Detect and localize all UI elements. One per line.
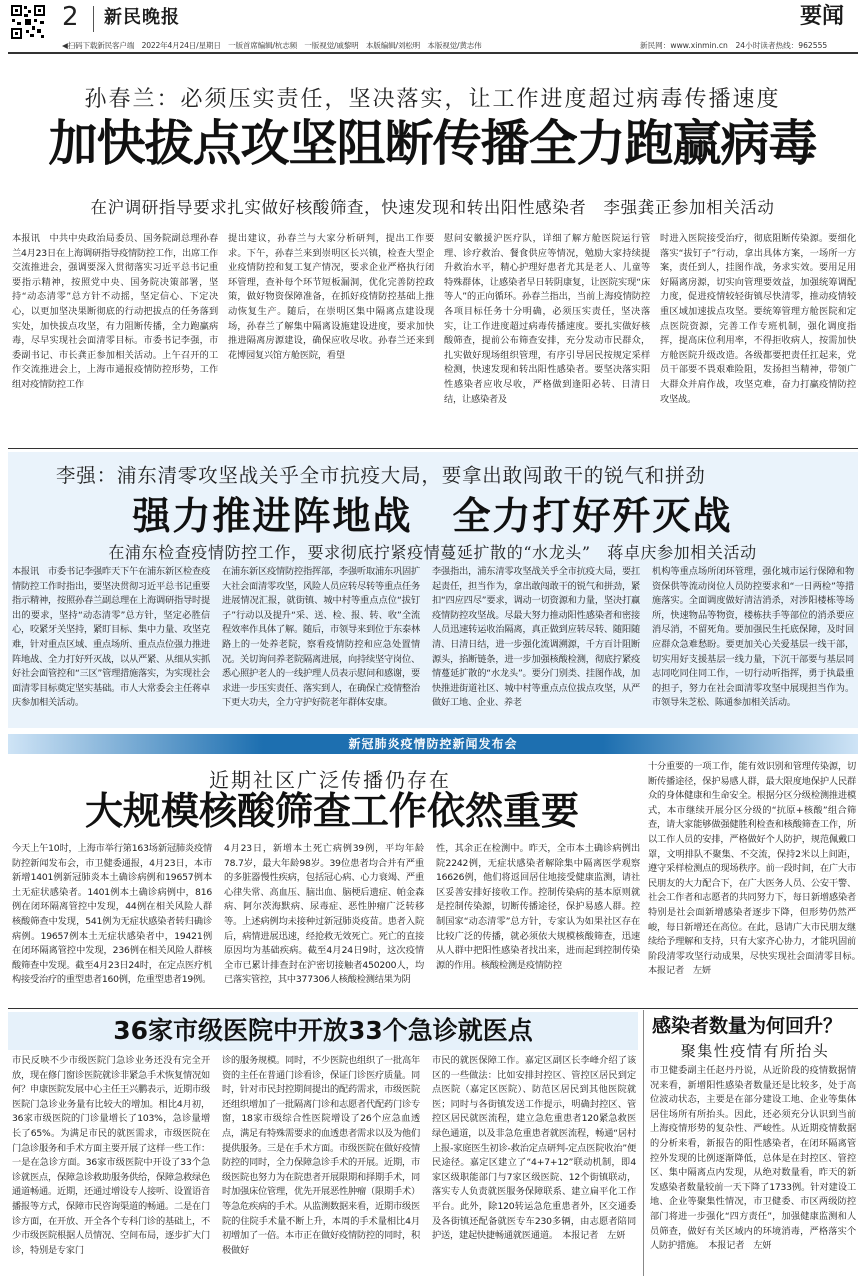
story2-column-4: 机构等重点场所闭环管理，强化城市运行保障和物资保供等流动岗位人员防控要求和“一日两检”等措施落实。全面调度做好清洁消杀，对涉阳楼栋等场所，快速物品等物资，楼栋扶手等部位的消杀要应消尽消，不留死角。要加强民生托底保障，及时回应群众急难愁盼。要更加关心关爱基层一线干部，切实用好支援基层一线力量，下沉干部要与基层同志同吃同住同工作，一切行动听指挥，勇于执最重的担子，努力在社会面清零攻坚中展现担当作为。市领导朱芝松、陈通参加相关活动。: [652, 566, 854, 709]
story1-column-1: 本报讯 中共中央政治局委员、国务院副总理孙春兰4月23日在上海调研指导疫情防控工作，出席工作交流推进会，强调要深入贯彻落实习近平总书记重要指示精神，按照党中央、国务院决策部署，坚持“动态清零”总方针不动摇，坚定信心、下定决心，以更加坚决果断彻底的行动把拔点的任务落到实处，加快拔点攻坚，有力阻断传播，全力跑赢病毒，尽早实现社会面清零目标。市委书记李强，市委副书记、市长龚正参加相关活动。上午召开的工作交流推进会上，上海市通报疫情防控形势，工作组对疫情防控工作: [12, 233, 218, 390]
story3-kicker: 近期社区广泛传播仍存在: [209, 768, 451, 792]
page-number: 2: [62, 2, 79, 32]
story2-subhead: 在浦东检查疫情防控工作，要求彻底拧紧疫情蔓延扩散的“水龙头” 蒋卓庆参加相关活动: [108, 543, 757, 562]
section-label: 要闻: [800, 4, 845, 29]
story4-column-1: 市民反映不少市级医院门急诊业务还没有完全开放，现在修门窗诊医院就诊非紧急手术恢复情况如何？申康医院发展中心主任王兴鹏表示，近期市级医院门急诊业务量有比较大的增加。相比4月初，36家市级医院的门诊量增长了103%，急诊量增长了65%。为满足市民的就医需求，市级医院在门急诊服务和手术方面主要开展了这样一些工作：一是在急诊方面。36家市级医院中开设了33个急诊就医点，保障急诊救助服务供给，保障急救绿色通道畅通。近期，还通过增设专人接听、设置语音播报等方式，保障市民咨询渠道的畅通。二是在门诊方面，在开放、开全各个专科门诊的基础上，不少市级医院根据人员情况、空间布局，逐步扩大门诊，特别是专家门: [12, 1055, 210, 1256]
story4-column-2: 诊的服务规模。同时，不少医院也组织了一批高年资的主任在普通门诊看诊，保证门诊医疗质量。同时，针对市民封控期间提出的配药需求，市级医院还组织增加了一批隔离门诊和志愿者代配药门诊专窗，18家市级综合性医院增设了26个应急血透点，满足有特殊需要求的血透患者需求以及为他们提供服务。三是在手术方面。市级医院在做好疫情防控的同时，全力保障急诊手术的开展。近期，市级医院也努力为在院患者开展限期和择期手术，同时加强床位管理，优先开展恶性肿瘤（限期手术）等急危疾病的手术。从监测数据来看，近期市级医院的住院手术量不断上升，本周的手术量相比4月初增加了一倍。本市正在做好疫情防控的同时，积极做好: [222, 1055, 420, 1256]
header-meta-left: ◀扫码下载新民客户端 2022年4月24日/星期日 一版首席编辑/杭志频 一版视觉/戚黎明 本版编辑/刘松明 本版视觉/黄志伟: [62, 41, 482, 50]
paper-name: 新民晚报: [104, 7, 180, 28]
story1-column-3: 慰问安徽援沪医疗队，详细了解方舱医院运行管理、诊疗救治、餐食供应等情况，勉励大家持续提升救治水平，精心护理好患者尤其是老人、儿童等特殊群体，让感染者早日转阴康复，让医院实现“床等人”的正向循环。孙春兰指出，当前上海疫情防控各项目标任务十分明确，必须压实责任，坚决落实，让工作进度超过病毒传播速度。要扎实做好核酸筛查，提前公布筛查安排，充分发动市民群众，扎实做好现场组织管理，有序引导居民按规定采样检测，快速发现和转出阳性感染者。要坚决落实阳性感染者应收尽收，严格做到逢阳必转、日清日结，让感染者及: [444, 233, 650, 405]
story2-column-2: 在浦东新区疫情防控指挥部，李强听取浦东巩固扩大社会面清零攻坚，风险人员应转尽转等重点任务进展情况汇报，就街镇、城中村等重点点位“拔钉子”行动以及提升“采、送、检、报、转、收”全流程效率作具体了解。随后，市领导来到位于东泰林路上的一处养老院，察看疫情防控和应急处置情况。关切询问养老院隔离进展，向持续坚守岗位、悉心照护老人的一线护理人员表示慰问和感谢，要求进一步压实责任、落实到人，在确保亡疫情整治下更大功夫，全力守护好院老年群体安康。: [222, 566, 420, 709]
story3-headline: 大规模核酸筛查工作依然重要: [84, 788, 579, 833]
story3-column-4: 十分重要的一项工作，能有效识别和管理传染源，切断传播途径，保护易感人群，最大限度地保护人民群众的身体健康和生命安全。根据分区分级检测推进模式，本市继续开展分区分级的“抗原+核酸”组合筛查，请大家能够做强健胜利检查和核酸筛查工作，所以工作人员的安排，严格做好个人防护，规范佩戴口罩，文明排队不聚集、不交流，保持2米以上间距，遵守采样检测点的现场秩序。前一段时间，在广大市民朋友的大力配合下，在广大医务人员、公安干警、社会工作者和志愿者的共同努力下，每日新增感染者特别是社会面新增感染者逐步下降，但形势仍然严峻，每日新增还在高位。在此，恳请广大市民朋友继续给予理解和支持，只有大家齐心协力，才能巩固前阶段清零攻坚行动成果，尽快实现社会面清零目标。 本报记者 左妍: [648, 761, 865, 977]
story2-column-3: 李强指出，浦东清零攻坚战关乎全市抗疫大局，要扛起责任，担当作为，拿出敢闯敢干的锐气和拼劲，紧扣“四应四尽”要求，调动一切资源和力量，坚决打赢疫情防控攻坚战。尽最大努力推动阳性感染者和密接人员迅速转运收治隔离，真正做到应转尽转、随阳随清、日清日结，进一步强化流调溯源，千方百计阻断源头，掐断链条，进一步加强核酸检测，彻底拧紧疫情蔓延扩散的“水龙头”。要分门别类、挂图作战，加快推进街道社区、城中村等重点点位拔点攻坚，从严做好工地、企业、养老: [432, 566, 640, 709]
story1-column-2: 提出建议，孙春兰与大家分析研判，提出工作要求。下午，孙春兰来到崇明区长兴镇，检查大型企业疫情防控和复工复产情况，要求企业严格执行闭环管理，查补每个环节短板漏洞，优化完善防控政策，做好物资保障准备，在抓好疫情防控基础上推动恢复生产。随后，在崇明区集中隔离点建设现场，孙春兰了解集中隔离设施建设进度，要求加快推进隔离房源建设，确保应收尽收。孙春兰还来到花博园复兴馆方舱医院，看望: [228, 233, 434, 361]
header-rule: [8, 52, 858, 54]
header-meta-right: 新民网：www.xinmin.cn 24小时读者热线：962555: [640, 41, 828, 50]
story3-column-1: 今天上午10时，上海市举行第163场新冠肺炎疫情防控新闻发布会，市卫健委通报，4月23日，本市新增1401例新冠肺炎本土确诊病例和19657例本土无症状感染者。1401例本土确诊病例中，816例在闭环隔离管控中发现，44例在相关风险人群核酸筛查中发现，541例为无症状感染者转归确诊病例。19657例本土无症状感染者中，19421例在闭环隔离管控中发现，236例在相关风险人群核酸筛查中发现。截至4月23日24时，在定点医疗机构接受治疗的重型患者160例，危重型患者19例。: [12, 843, 212, 986]
story5-headline: 感染者数量为何回升？: [652, 1015, 843, 1037]
story3-column-3: 性，其余正在检测中。昨天，全市本土确诊病例出院2242例，无症状感染者解除集中隔离医学观察16626例，他们将返回居住地接受健康监测，请社区妥善安排好接收工作。控制传染病的基本原则就是控制传染源，切断传播途径，保护易感人群。控制国家“动态清零”总方针，专家认为如果社区存在比较广泛的传播，就必须依大规模核酸筛查，迅速从人群中把阳性感染者找出来，进而起到控制传染源的作用。核酸检测是疫情防控: [436, 843, 640, 971]
story-divider: [8, 448, 858, 449]
story3-column-2: 4月23日，新增本土死亡病例39例，平均年龄78.7岁，最大年龄98岁。39位患者均合并有严重的多脏器慢性疾病，包括冠心病、心力衰竭、严重心律失常、高血压、脑出血、脑梗后遗症、帕金森病、阿尔茨海默病、尿毒症、恶性肿瘤广泛转移等。上述病例均未接种过新冠肺炎疫苗。患者入院后，病情进展迅速，经抢救无效死亡。死亡的直接原因均为基础疾病。截至4月24日9时，这次疫情全市已累计排查封在沪密切接触者450200人，均已落实管控，其中377306人核酸检测结果为阴: [224, 843, 424, 986]
story1-kicker: 孙春兰：必须压实责任，坚决落实，让工作进度超过病毒传播速度: [84, 87, 781, 112]
story1-subhead: 在沪调研指导要求扎实做好核酸筛查，快速发现和转出阳性感染者 李强龚正参加相关活动: [90, 198, 775, 217]
story2-column-1: 本报讯 市委书记李强昨天下午在浦东新区检查疫情防控工作时指出，要坚决贯彻习近平总书记重要指示精神，按照孙春兰副总理在上海调研指导时提出的要求，坚持“动态清零”总方针，坚定必胜信心，咬紧牙关坚持，紧盯目标、集中力量、攻坚克难，针对重点区域、重点场所、重点点位强力推进阵地战、全力打好歼灭战，以从严紧、从细从实抓好社会面管控和“三区”管理措施落实，为实现社会面清零目标奠定坚实基础。市人大常委会主任蒋卓庆参加相关活动。: [12, 566, 210, 709]
story4-column-3: 市民的就医保障工作。嘉定区副区长李峰介绍了该区的一些做法：比如安排封控区、管控区居民到定点医院（嘉定区医院）、防范区居民到其他医院就医；同时与各街镇发送工作提示，明确封控区、管控区居民就医流程，建立急危重患者120紧急救医绿色通道，以及非急危重患者就医流程，畅通“居村上报-家庭医生初诊-救治定点研判-定点医院收治”便民途径。嘉定区建立了“4+7+12”联动机制，即4家区级职能部门与7家区级医院、12个街镇联动，落实专人负责就医服务保障联系、建立扁平化工作平台。此外，除120转运急危重患者外，区交通委及各街镇还配备就医专车230多辆，由志愿者陪同护送，建起快捷畅通就医通道。 本报记者 左妍: [432, 1055, 636, 1242]
press-conference-banner: [8, 734, 858, 754]
story5-subhead: 聚集性疫情有所抬头: [680, 1042, 830, 1060]
story5-body: 市卫健委副主任赵丹丹说，从近阶段的疫情数据情况来看，新增阳性感染者数量还是比较多，处于高位波动状态，主要是在部分建设工地、企业等集体居住场所有所抬头。因此，还必须充分认识到当前上海疫情形势的复杂性、严峻性。从近期疫情数据的分析来看，新报告的阳性感染者，在闭环隔离管控外发现的比例逐渐降低，总体是在封控区、管控区、集中隔离点内发现，从绝对数量看，昨天的新发感染者数量较前一天下降了1733例。针对建设工地、企业等聚集性情况，市卫健委、市区两级防控部门将进一步强化“四方责任”，加强健康监测和人员筛查，做好有关区域内的环境消毒，严格落实个人防护措施。 本报记者 左妍: [650, 1065, 856, 1252]
story-divider: [8, 1008, 858, 1009]
story5-divider: [643, 1010, 644, 1276]
qr-code-icon[interactable]: [10, 4, 46, 40]
story2-headline: 强力推进阵地战 全力打好歼灭战: [132, 494, 733, 538]
story2-kicker: 李强：浦东清零攻坚战关乎全市抗疫大局，要拿出敢闯敢干的锐气和拼劲: [56, 464, 706, 487]
story1-headline: 加快拔点攻坚阻断传播全力跑赢病毒: [48, 115, 817, 172]
story4-headline: 36家市级医院中开放33个急诊就医点: [113, 1016, 533, 1045]
story1-column-4: 时进入医院接受治疗，彻底阻断传染源。要细化落实“拔钉子”行动，拿出具体方案，一场所一方案，责任到人，挂图作战，务求实效。要用足用好隔离房源，切实向管理要效益，加强统筹调配力度，促进疫情较轻街镇尽快清零，推动疫情较重区域加速拔点攻坚。要统筹管理方舱医院和定点医院资源，完善工作专班机制，强化调度指挥，提高床位利用率，不得拒收病人，按需加快方舱医院升级改造。各级都要把责任扛起来，党员干部要不畏艰难险阻，发扬担当精神，带领广大群众并肩作战，攻坚克难，奋力打赢疫情防控攻坚战。: [660, 233, 856, 405]
banner-label: 新冠肺炎疫情防控新闻发布会: [348, 737, 518, 751]
